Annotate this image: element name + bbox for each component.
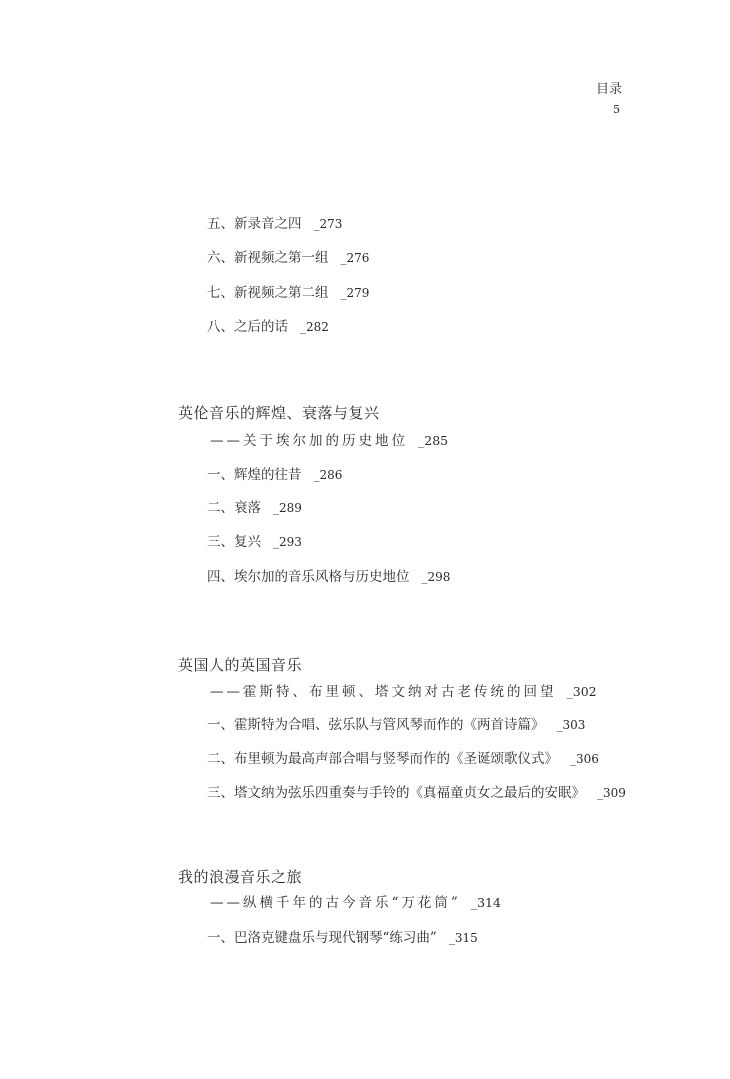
toc-entry-page: _306: [570, 752, 599, 766]
toc-entry[interactable]: [207, 713, 585, 733]
section-title[interactable]: 英国人的英国音乐: [178, 656, 303, 674]
section-subtitle: [210, 680, 597, 700]
toc-entry-page: _303: [556, 718, 586, 732]
section-subtitle-page: _285: [418, 433, 449, 448]
toc-entry-label: 一、巴洛克键盘乐与现代钢琴“练习曲”: [207, 930, 437, 946]
toc-entry[interactable]: [207, 246, 369, 266]
toc-entry[interactable]: [207, 747, 599, 767]
header-title: 目录: [595, 82, 622, 97]
toc-entry-page: _286: [313, 468, 343, 482]
toc-entry-label: 三、复兴: [207, 534, 261, 550]
section-subtitle-page: _314: [470, 895, 501, 910]
toc-entry[interactable]: [207, 212, 342, 232]
section-subtitle-text: ——关于埃尔加的历史地位: [210, 433, 408, 449]
toc-entry-page: _293: [273, 535, 302, 549]
toc-entry-page: _279: [340, 286, 370, 300]
toc-entry-page: _315: [448, 931, 478, 945]
toc-entry-label: 四、埃尔加的音乐风格与历史地位: [207, 569, 410, 585]
toc-entry[interactable]: [207, 530, 302, 550]
toc-entry[interactable]: [207, 463, 342, 483]
section-subtitle-page: _302: [566, 684, 597, 699]
toc-entry-label: 八、之后的话: [207, 319, 288, 335]
toc-entry-page: _282: [300, 320, 329, 334]
section-title[interactable]: 我的浪漫音乐之旅: [178, 868, 303, 886]
toc-entry-label: 一、霍斯特为合唱、弦乐队与管风琴而作的《两首诗篇》: [207, 717, 545, 733]
section-subtitle-text: ——纵横千年的古今音乐“万花筒”: [210, 895, 461, 911]
section-title[interactable]: 英伦音乐的辉煌、衰落与复兴: [178, 404, 380, 422]
toc-entry[interactable]: [207, 781, 626, 801]
toc-entry-label: 七、新视频之第二组: [207, 285, 329, 301]
running-header: [596, 80, 622, 120]
toc-entry-label: 一、辉煌的往昔: [207, 467, 302, 483]
toc-entry[interactable]: [207, 926, 478, 946]
toc-entry-label: 三、塔文纳为弦乐四重奏与手铃的《真福童贞女之最后的安眠》: [207, 785, 585, 801]
section-subtitle: [210, 891, 501, 911]
toc-entry-page: _298: [421, 570, 451, 584]
toc-entry-page: _309: [597, 786, 626, 800]
toc-entry[interactable]: [207, 281, 369, 301]
toc-entry[interactable]: [207, 565, 450, 585]
section-subtitle-text: ——霍斯特、布里顿、塔文纳对古老传统的回望: [210, 684, 557, 700]
section-subtitle: [210, 429, 448, 449]
toc-entry-label: 二、衰落: [207, 500, 261, 516]
header-page-number: 5: [613, 103, 620, 116]
toc-entry-label: 二、布里顿为最高声部合唱与竖琴而作的《圣诞颂歌仪式》: [207, 751, 558, 767]
toc-entry-page: _273: [313, 217, 343, 231]
toc-entry[interactable]: [207, 496, 302, 516]
toc-entry-page: _276: [340, 251, 370, 265]
toc-entry-label: 五、新录音之四: [207, 216, 302, 232]
toc-entry-label: 六、新视频之第一组: [207, 250, 329, 266]
toc-entry[interactable]: [207, 315, 329, 335]
toc-entry-page: _289: [273, 501, 302, 515]
